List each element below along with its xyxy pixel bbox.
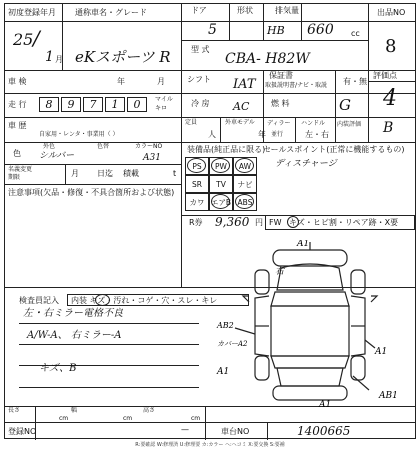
chassis-value: 1400665: [297, 424, 351, 438]
width-unit: cm: [123, 415, 133, 422]
height-unit: cm: [191, 415, 201, 422]
cc-unit: cc: [351, 29, 360, 38]
deadline-day: 日迄: [97, 169, 113, 178]
handle-opts: 左・右: [305, 130, 329, 139]
odometer-digit: 7: [83, 97, 103, 112]
windshield: [271, 292, 349, 306]
equipment-item: SR: [185, 175, 209, 193]
history-label: 車 歴: [8, 121, 27, 130]
recycle-value: 9,360: [215, 215, 250, 229]
inspector-note-3: キズ、B: [39, 363, 77, 374]
left-front-tire: [255, 270, 269, 294]
shape-label: 形状: [237, 6, 253, 15]
left-mirror: [243, 296, 249, 302]
recycle-unit: 円: [255, 218, 263, 227]
inspector-label: 検査員記入: [19, 296, 59, 305]
odometer-digit: 0: [127, 97, 147, 112]
car-damage-diagram: [215, 240, 411, 408]
inspector-legend: 内装 キズ・汚れ・コゲ・穴・スレ・キレ: [71, 296, 218, 305]
odometer-digit: 8: [39, 97, 59, 112]
sales-point-value: ディスチャージ: [275, 159, 337, 169]
mark-right-side: A1: [375, 347, 388, 357]
shift-value: IAT: [233, 77, 256, 92]
deadline-unit: t: [173, 169, 177, 178]
ac-label: 冷 房: [191, 99, 210, 108]
odometer-digit: 9: [61, 97, 81, 112]
inspector-note-2: A/W-A、 右ミラー-A: [27, 330, 122, 341]
warranty-sub: 取扱説明書/ナビ・取説: [265, 82, 328, 89]
equipment-item: カワ: [185, 193, 209, 211]
equipment-title: 装備品(純正品に限る): [187, 145, 266, 154]
mark-front: A1: [297, 240, 310, 249]
capacity-label: 定員: [185, 119, 198, 126]
fuel-label: 燃 料: [271, 99, 290, 108]
door-value: 5: [208, 22, 217, 38]
inspection-year-unit: 年: [117, 77, 125, 86]
chassis-label: 車台NO: [221, 427, 250, 436]
lot-label: 出品NO: [377, 8, 406, 17]
car-name-label: 通称車名・グレード: [75, 8, 147, 17]
colorno-label: カラーNO: [135, 143, 163, 150]
mileage-unit-km: キロ: [155, 105, 168, 112]
mark-right-rear: AB1: [379, 391, 398, 401]
mark-left-tire: A1: [217, 367, 230, 377]
handle-label: ハンドル: [301, 120, 326, 127]
deadline-flag: 積載: [123, 169, 139, 178]
length-label: 長さ: [8, 407, 21, 414]
equipment-item: PW: [209, 157, 233, 175]
color-value: シルバー: [39, 151, 75, 161]
rear-window: [271, 356, 349, 368]
reg-month-value: 1: [45, 49, 54, 65]
color-sub-exterior: 外色: [43, 143, 56, 150]
door-label: ドア: [191, 6, 207, 15]
fuel-value: G: [339, 96, 351, 114]
equipment-item: エアB: [209, 193, 233, 211]
deadline-month: 月: [71, 169, 79, 178]
auction-sheet: [4, 3, 416, 439]
reg-year-label: 初度登録年月: [8, 8, 56, 17]
length-unit: cm: [59, 415, 69, 422]
reg-slash: /: [33, 26, 40, 50]
fw-text: キズ・ヒビ割・リペア跡・X要: [289, 218, 399, 227]
inspection-label: 車 検: [8, 77, 27, 86]
model-value: CBA- H82W: [225, 51, 310, 67]
lot-value: 8: [385, 36, 397, 57]
ac-value: AC: [233, 100, 250, 113]
inspection-month-unit: 月: [157, 77, 165, 86]
mark-left-rear: カバーA2: [217, 340, 248, 348]
modelyear-unit: 年: [258, 130, 266, 139]
name-change-label: 名義変更: [8, 166, 33, 173]
fw-label: FW: [269, 218, 282, 227]
displacement-value: 660: [307, 22, 334, 38]
interior-label: 内装評価: [337, 121, 362, 128]
rating-label: 評価点: [373, 71, 397, 80]
color-label: 色: [13, 149, 21, 158]
recycle-label: R券: [189, 218, 203, 227]
reg-year-value: 25: [13, 30, 34, 49]
warranty-opts: 有・無: [343, 77, 367, 86]
mark-hood: 右: [275, 267, 285, 277]
width-label: 幅: [71, 407, 78, 414]
shift-label: シフト: [187, 75, 211, 84]
roof: [271, 306, 349, 356]
sales-point-label: セールスポイント(正常に機能するもの): [263, 145, 405, 154]
capacity-unit: 人: [208, 130, 216, 139]
mark-rear: A1: [319, 400, 332, 408]
displacement-label: 排気量: [275, 6, 299, 15]
interior-value: B: [383, 120, 394, 136]
equipment-item: ナビ: [233, 175, 257, 193]
history-sub: 自家用・レンタ・事業用（ ）: [39, 131, 119, 138]
hood: [277, 264, 343, 290]
equipment-item: TV: [209, 175, 233, 193]
name-change-sub: 期限: [8, 174, 21, 181]
inspector-legend-circle: [95, 294, 110, 306]
color-sub-change: 色替: [97, 143, 110, 150]
mark-left-door: AB2: [217, 321, 234, 330]
colorno-value: A31: [143, 153, 161, 163]
rear-bumper: [273, 386, 347, 400]
right-front-tire: [351, 270, 365, 294]
model-label: 型 式: [191, 45, 210, 54]
modelyear-label: 外車モデル: [225, 119, 255, 126]
right-mirror: [371, 296, 377, 302]
equipment-item: ABS: [233, 193, 257, 211]
notes-label: 注意事項(欠品・修復・不具合箇所および状態): [8, 188, 175, 197]
dealer-sub: 並行: [271, 131, 284, 138]
reg-dash: —: [181, 425, 189, 434]
mileage-unit-mile: マイル: [155, 96, 173, 103]
warranty-label: 保証書: [269, 71, 293, 80]
inspector-note-1: 左・右ミラー電格不良: [23, 308, 123, 319]
height-label: 高さ: [143, 407, 156, 414]
equipment-item: AW: [233, 157, 257, 175]
dealer-label: ディラー: [267, 120, 291, 127]
left-rear-tire: [255, 356, 269, 380]
rating-value: 4: [383, 86, 397, 111]
equipment-item: PS: [185, 157, 209, 175]
car-name-value: eKスポーツ R: [75, 48, 171, 66]
fw-circle: [287, 216, 299, 228]
fine-print: R:要確認 W:修理済 U:修理要 カ:カラー ヘ:ヘコミ X:要交換 S:要補: [135, 442, 285, 448]
shape-value: HB: [267, 24, 285, 37]
month-unit: 月: [55, 55, 63, 64]
reg-no-label: 登録NO: [8, 427, 37, 436]
mileage-label: 走 行: [8, 100, 27, 109]
trunk: [277, 368, 343, 386]
odometer-digit: 1: [105, 97, 125, 112]
